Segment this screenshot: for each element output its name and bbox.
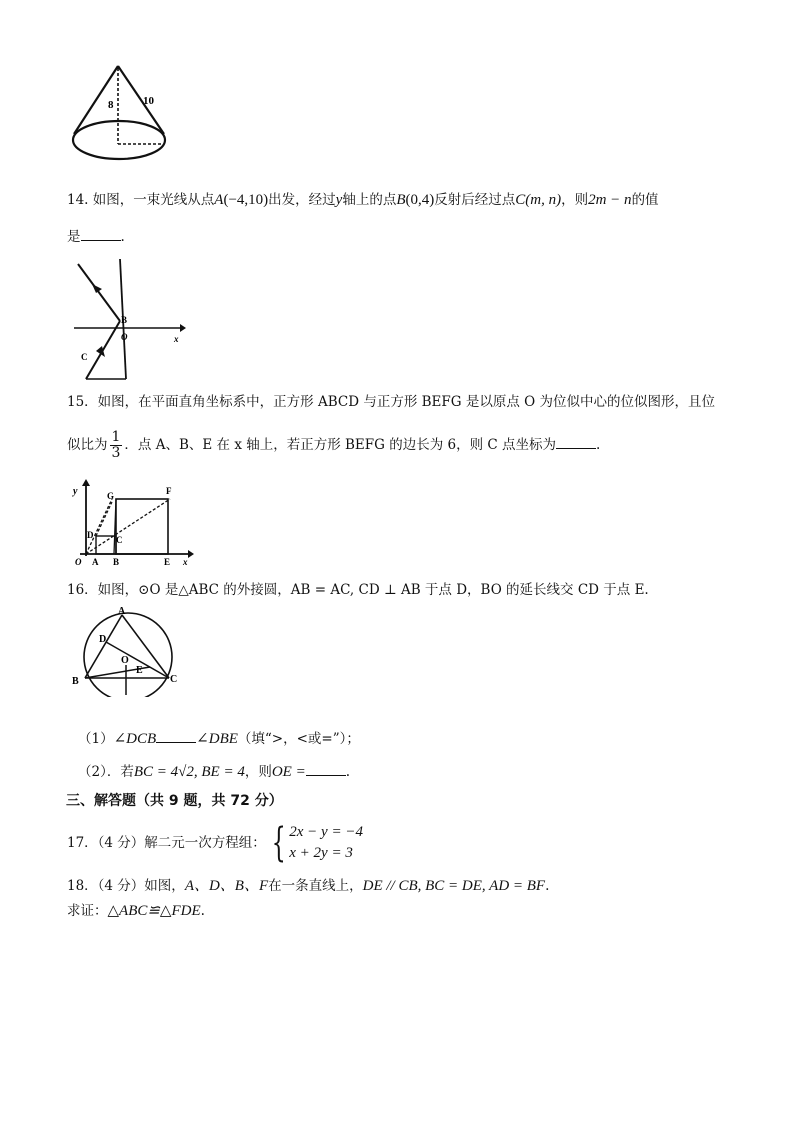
q15-x-arrow	[188, 550, 194, 558]
q15-label-o: O	[75, 557, 82, 567]
q14-line1: 14. 如图，一束光线从点A(−4,10)出发，经过y轴上的点B(0,4)反射后经过点C(m, n)，则2m − n的值	[67, 192, 659, 208]
cone-base	[73, 121, 165, 159]
q16-line1: 16．如图，⊙O 是△ABC 的外接圆，AB = AC, CD ⊥ AB 于点 D，BO 的延长线交 CD 于点 E.	[67, 582, 649, 598]
q14-figure	[72, 257, 187, 382]
q15-figure	[70, 478, 200, 568]
q15-label-f: F	[166, 486, 172, 496]
q14-line2: 是 .	[67, 226, 125, 247]
q16-ab	[85, 615, 122, 678]
q15-label-b: B	[113, 557, 120, 567]
q16-figure	[68, 607, 188, 697]
q14-label-x: x	[174, 334, 179, 344]
q17: 17．（4 分）解二元一次方程组： { 2x − y = −4 x + 2y = 3	[67, 820, 363, 866]
q16-part2-blank[interactable]	[306, 761, 346, 776]
q15-label-d: D	[87, 530, 94, 540]
q14-answer-blank[interactable]	[81, 226, 121, 241]
q16-part1-blank[interactable]	[156, 728, 196, 743]
q15-label-a: A	[92, 557, 99, 567]
q15-label-c: C	[116, 535, 123, 545]
q15-label-e: E	[164, 557, 171, 567]
q17-equation-system: { 2x − y = −4 x + 2y = 3	[271, 820, 363, 866]
q15-square-befg	[116, 499, 168, 554]
q15-label-y: y	[73, 486, 78, 497]
q16-label-c: C	[170, 674, 178, 685]
q15-y-arrow	[82, 479, 90, 486]
q17-equation-2: x + 2y = 3	[289, 845, 353, 861]
q16-label-d: D	[99, 634, 107, 645]
q16-part2: （2）．若BC = 4√2, BE = 4，则OE = .	[78, 761, 350, 782]
q14-label-o: O	[121, 332, 128, 342]
q18-line1: 18．（4 分）如图，A、D、B、F在一条直线上，DE // CB, BC = DE, AD = BF.	[67, 878, 550, 894]
q15-ratio-fraction: $\frac{1}{3}$	[111, 429, 121, 461]
q16-part1: （1）∠DCB ∠DBE（填“>，<或=”）；	[78, 728, 360, 749]
q15-line1: 15．如图，在平面直角坐标系中，正方形 ABCD 与正方形 BEFG 是以原点 O 为位似中心的位似图形，且位	[67, 394, 715, 410]
q15-label-x: x	[183, 557, 188, 567]
q15-dashed-inner	[96, 502, 112, 536]
cone-figure	[66, 60, 176, 164]
q14-label-c: C	[81, 352, 88, 362]
q16-ac	[122, 615, 169, 678]
q15-label-g: G	[107, 491, 115, 501]
q14-x-arrow	[180, 324, 186, 332]
cone-height-label: 8	[108, 99, 114, 111]
q14-incident-arrow	[92, 284, 102, 293]
q15-answer-blank[interactable]	[556, 434, 596, 449]
cone-slant-label: 10	[143, 95, 154, 107]
q14-incident-ray	[78, 264, 120, 321]
q17-equation-1: 2x − y = −4	[289, 824, 363, 840]
q18-line2: 求证：△ABC≌△FDE.	[67, 903, 205, 919]
q16-label-b: B	[72, 676, 79, 687]
section3-title: 三、解答题（共 9 题，共 72 分）	[66, 793, 283, 809]
q15-line2: 似比为 $\frac{1}{3}$ ．点 A、B、E 在 x 轴上，若正方形 BEFG 的边长为 6，则 C 点坐标为 .	[67, 429, 601, 461]
q16-label-o: O	[121, 655, 129, 666]
q14-label-b: B	[121, 315, 128, 325]
q14-number: 14.	[67, 192, 89, 208]
q16-label-a: A	[118, 607, 126, 617]
q16-label-e: E	[136, 665, 143, 676]
